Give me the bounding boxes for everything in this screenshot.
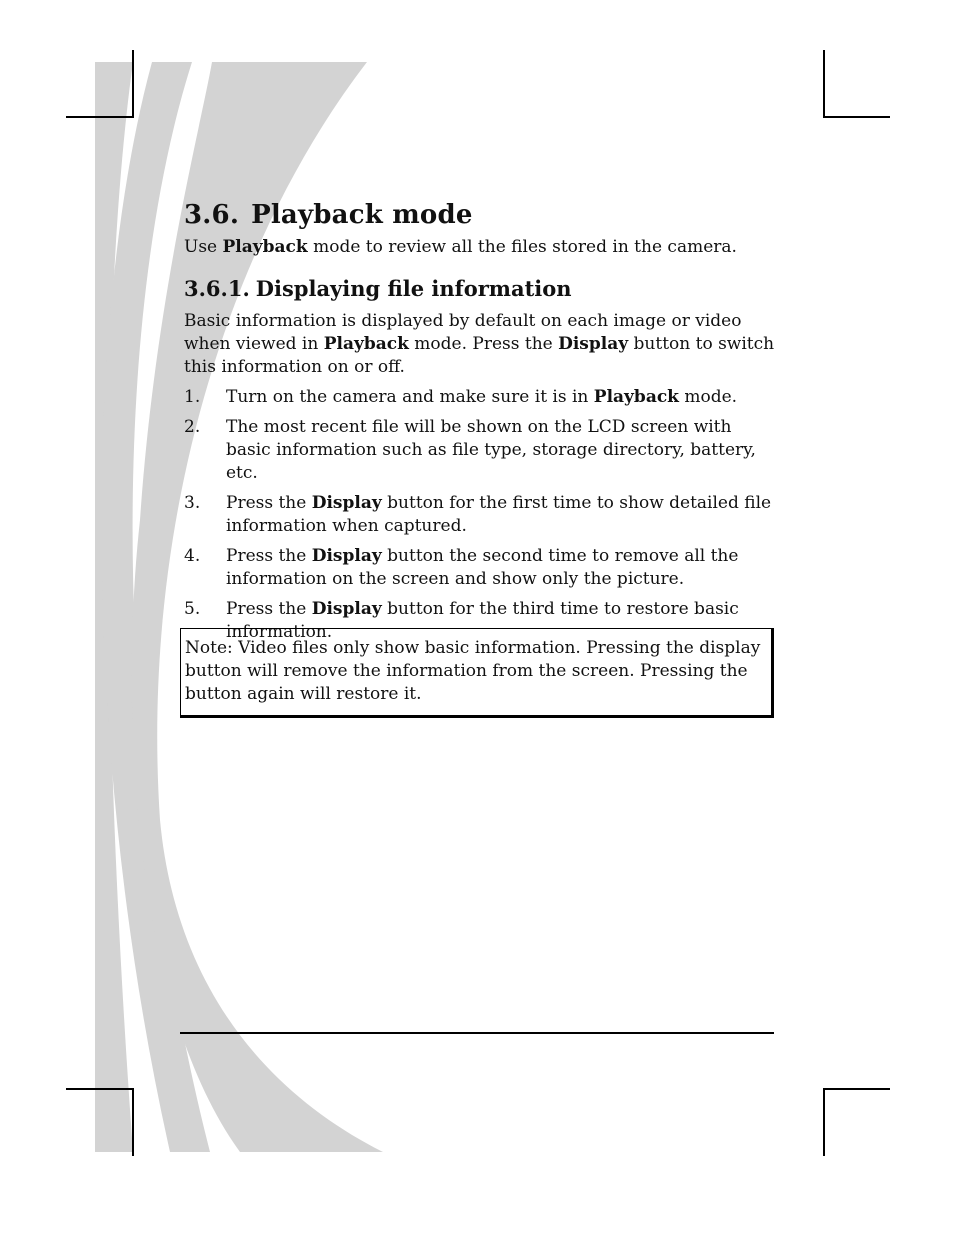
description-paragraph bbox=[184, 310, 776, 379]
intro-text-end: mode to review all the files stored in the camera. bbox=[307, 237, 737, 257]
section-heading bbox=[184, 196, 776, 234]
footer-rule bbox=[180, 1032, 774, 1034]
crop-mark-top-right-vertical bbox=[823, 50, 825, 117]
step-number: 2. bbox=[184, 417, 201, 437]
subsection-title: Displaying file information bbox=[255, 276, 572, 301]
crop-mark-top-left-horizontal bbox=[66, 116, 134, 118]
crop-mark-top-left-vertical bbox=[132, 50, 134, 117]
crop-mark-bottom-left-horizontal bbox=[66, 1088, 134, 1090]
step-text: Press the Display button the second time to remove all the information on the screen and show only the picture. bbox=[226, 546, 739, 589]
crop-mark-bottom-right-horizontal bbox=[823, 1088, 890, 1090]
intro-bold: Playback bbox=[222, 237, 308, 257]
crop-mark-bottom-right-vertical bbox=[823, 1088, 825, 1156]
desc-text-3: button to switch this information on or off. bbox=[184, 334, 775, 377]
steps-list bbox=[184, 386, 776, 644]
intro-text: Use bbox=[184, 237, 223, 257]
list-item bbox=[184, 545, 776, 591]
step-number: 5. bbox=[184, 599, 201, 619]
desc-bold-2: Display bbox=[558, 334, 629, 354]
page-content bbox=[184, 196, 776, 651]
step-text: Turn on the camera and make sure it is in Playback mode. bbox=[226, 387, 738, 407]
step-number: 1. bbox=[184, 387, 201, 407]
desc-text-1: Basic information is displayed by default on each image or video when viewed in bbox=[184, 311, 742, 354]
step-number: 4. bbox=[184, 546, 201, 566]
list-item bbox=[184, 492, 776, 538]
section-title: Playback mode bbox=[251, 200, 473, 230]
crop-mark-top-right-horizontal bbox=[823, 116, 890, 118]
step-text: The most recent file will be shown on the LCD screen with basic information such as file type, storage directory, battery, etc. bbox=[226, 417, 756, 483]
note-box: Note: Video files only show basic information. Pressing the display button will remove the information from the screen. Pressing the button again will restore it. bbox=[180, 628, 774, 718]
desc-bold-1: Playback bbox=[323, 334, 409, 354]
list-item bbox=[184, 416, 776, 485]
subsection-heading bbox=[184, 274, 776, 304]
crop-mark-bottom-left-vertical bbox=[132, 1088, 134, 1156]
section-number: 3.6. bbox=[184, 200, 240, 230]
desc-text-2: mode. Press the bbox=[408, 334, 559, 354]
intro-paragraph bbox=[184, 236, 776, 259]
step-text: Press the Display button for the first time to show detailed file information when captured. bbox=[226, 493, 772, 536]
step-text: Press the Display button for the third time to restore basic information. bbox=[226, 599, 739, 642]
step-number: 3. bbox=[184, 493, 201, 513]
subsection-number: 3.6.1. bbox=[184, 276, 250, 301]
list-item bbox=[184, 386, 776, 409]
